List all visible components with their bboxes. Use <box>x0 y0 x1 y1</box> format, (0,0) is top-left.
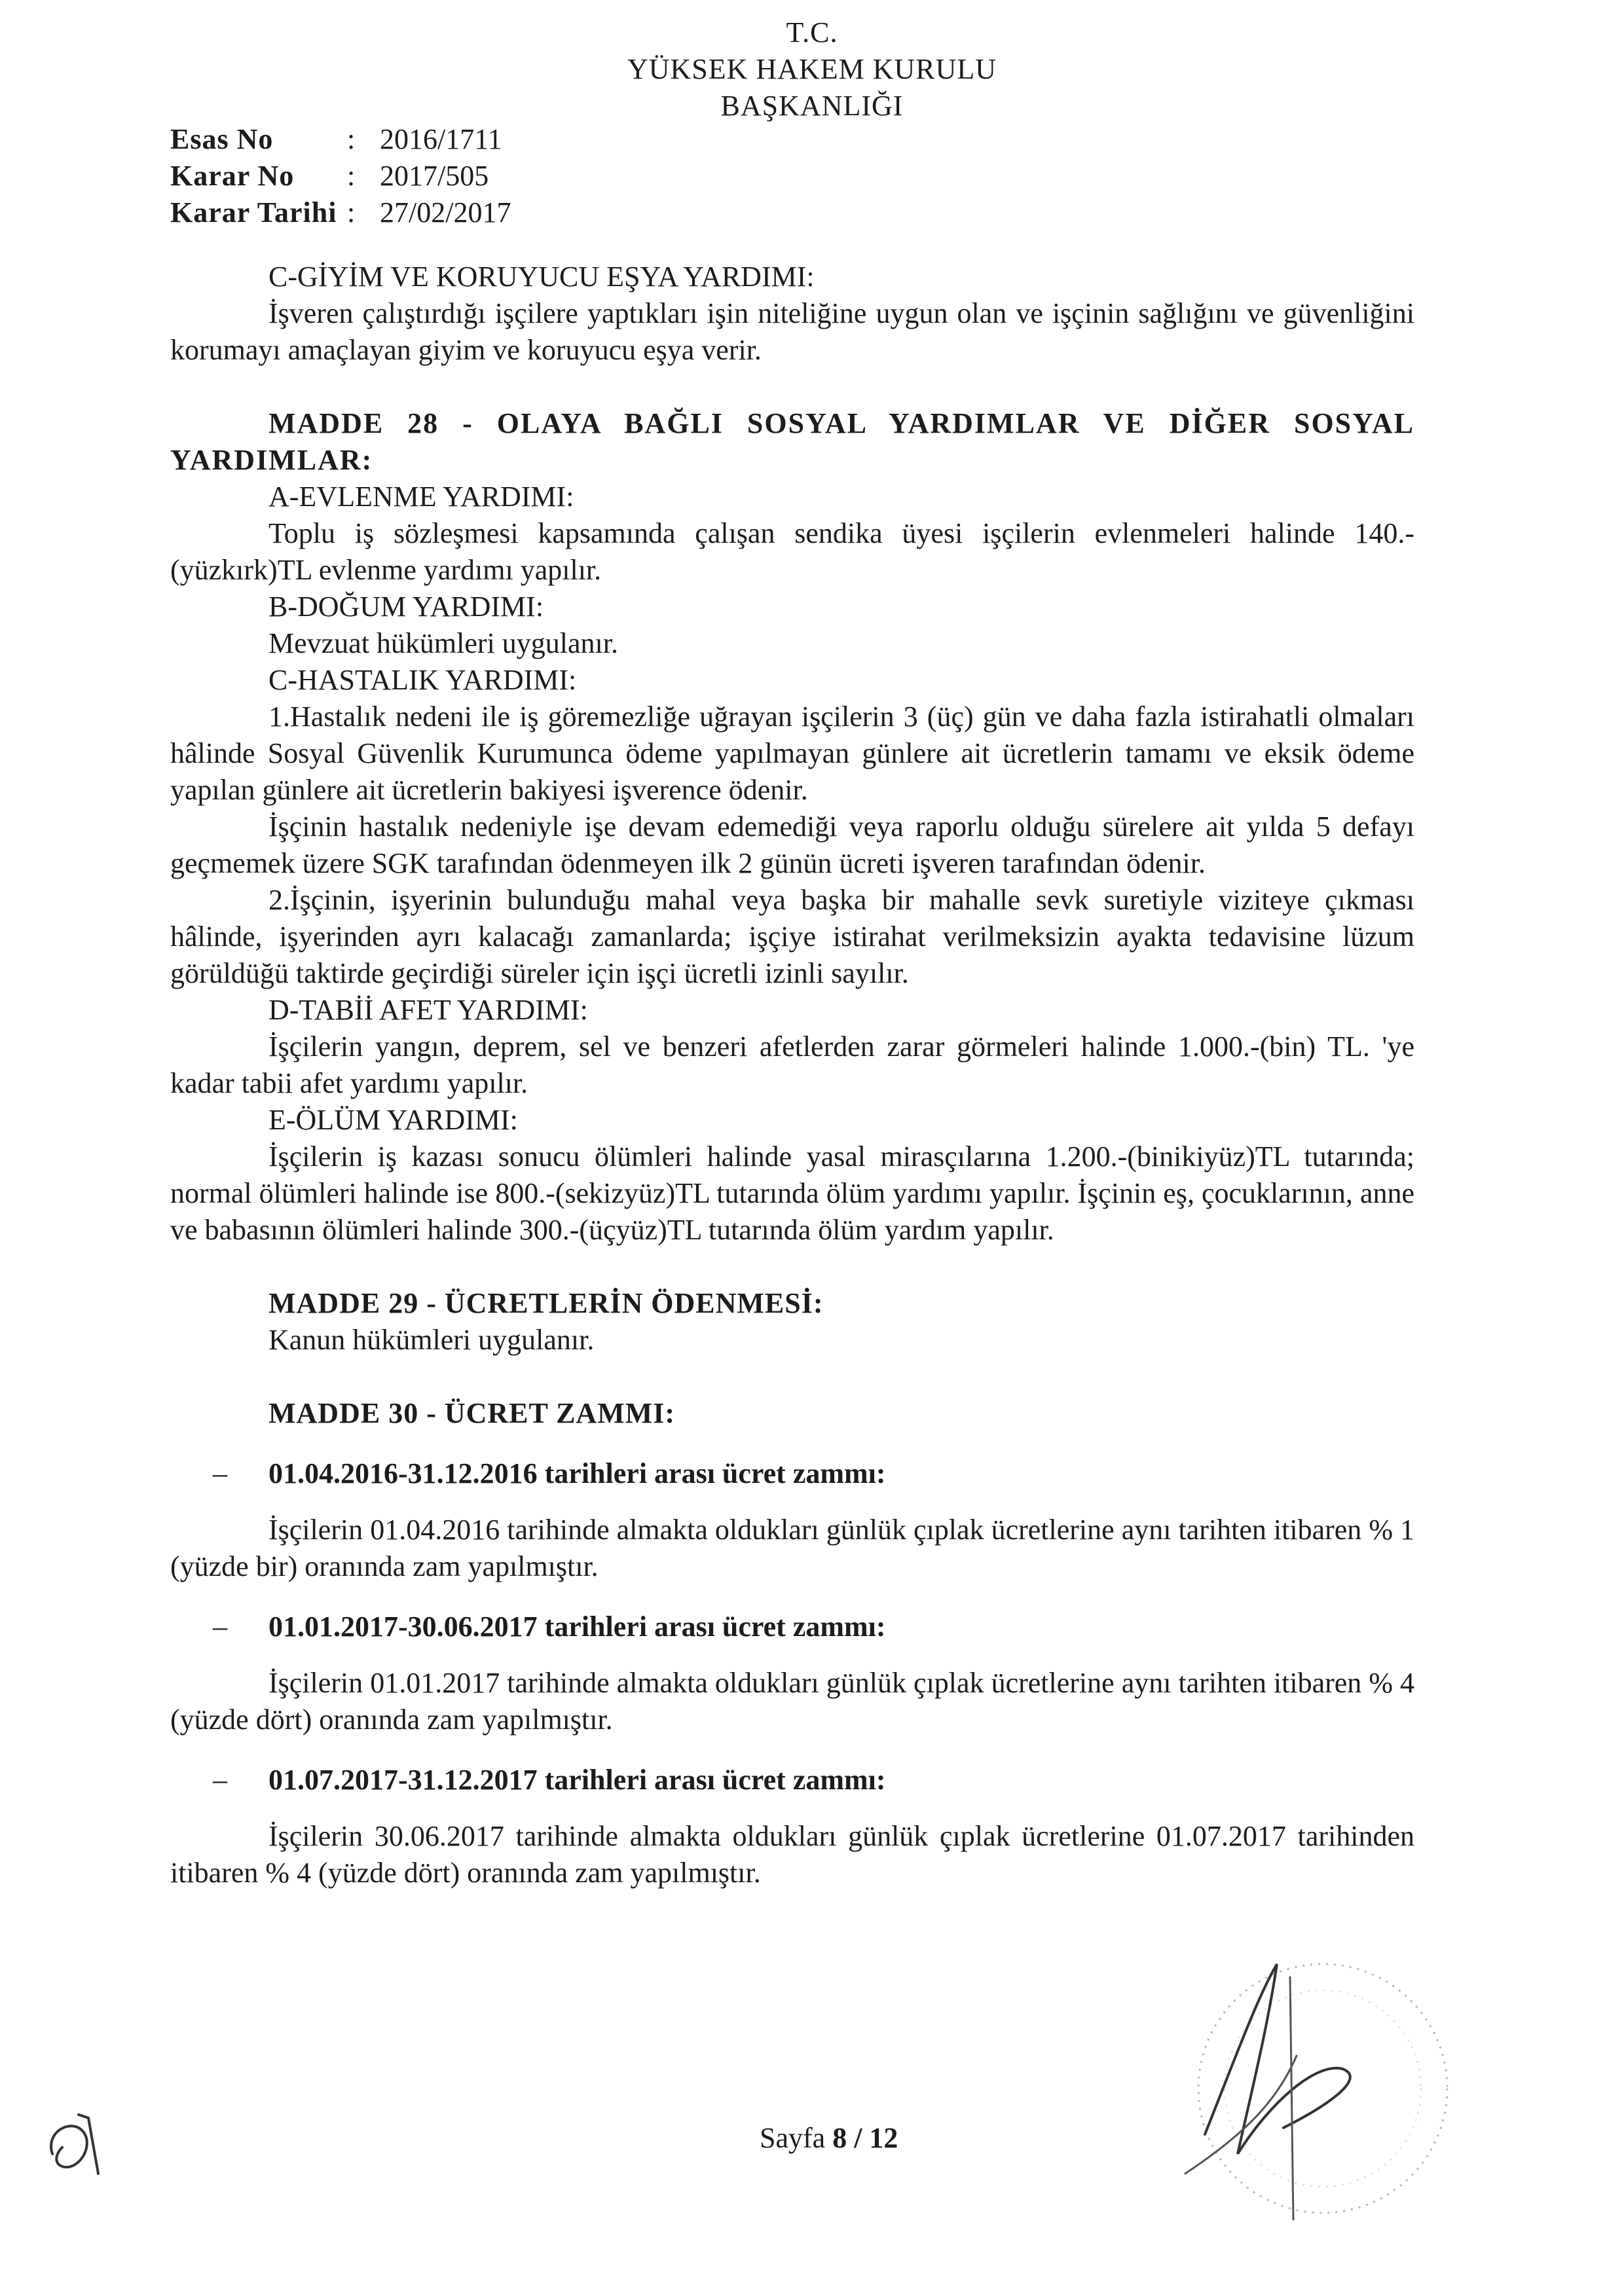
karar-value: 2017/505 <box>380 160 489 192</box>
esas-colon: : <box>347 123 356 155</box>
evlenme-text: Toplu iş sözleşmesi kapsamında çalışan sendika üyesi işçilerin evlenmeleri halinde 140.-(yüzkırk)TL evlenme yardımı yapılır. <box>170 517 1414 586</box>
zam-2-title: 01.01.2017-30.06.2017 tarihleri arası ücret zammı: <box>268 1611 886 1643</box>
olum-title: E-ÖLÜM YARDIMI: <box>268 1104 518 1136</box>
header-department: BAŞKANLIĞI <box>720 90 904 122</box>
tarih-row <box>170 194 511 231</box>
hastalik-paragraph-2: İşçinin hastalık nedeniyle işe devam edemediği veya raporlu olduğu sürelere ait yılda 5 defayı geçmemek üzere SGK tarafından ödenmeyen ilk 2 günün ücreti işveren tarafından ödenir. <box>170 811 1414 879</box>
signature-stroke <box>1205 1964 1350 2154</box>
signature-stamp <box>1126 1938 1493 2278</box>
zam-3-title: 01.07.2017-31.12.2017 tarihleri arası ücret zammı: <box>268 1764 886 1796</box>
esas-row <box>170 121 511 158</box>
madde30-title: MADDE 30 - ÜCRET ZAMMI: <box>268 1397 676 1429</box>
tarih-label: Karar Tarihi <box>170 196 337 228</box>
page-current: 8 <box>832 2122 847 2154</box>
document-body <box>170 259 1414 1891</box>
header-tc: T.C. <box>786 16 838 48</box>
afet-title: D-TABİİ AFET YARDIMI: <box>268 994 588 1026</box>
giyim-title: C-GİYİM VE KORUYUCU EŞYA YARDIMI: <box>268 261 815 293</box>
olum-text: İşçilerin iş kazası sonucu ölümleri halinde yasal mirasçılarına 1.200.-(binikiyüz)TL tutarında; normal ölümleri halinde ise 800.-(sekizyüz)TL tutarında ölüm yardımı yapılır. İşçinin eş, çocuklarının, anne ve babasının ölümleri halinde 300.-(üçyüz)TL tutarında ölüm yardım yapılır. <box>170 1140 1414 1246</box>
esas-label: Esas No <box>170 123 274 155</box>
tarih-value: 27/02/2017 <box>380 196 511 228</box>
zam-1-title: 01.04.2016-31.12.2016 tarihleri arası ücret zammı: <box>268 1457 886 1489</box>
zam-1-text: İşçilerin 01.04.2016 tarihinde almakta oldukları günlük çıplak ücretlerine aynı tarihten itibaren % 1 (yüzde bir) oranında zam yapılmıştır. <box>170 1514 1414 1582</box>
header-institution: YÜKSEK HAKEM KURULU <box>627 53 997 85</box>
stamp-inner-circle <box>1225 1990 1421 2187</box>
karar-colon: : <box>347 160 356 192</box>
madde29-title: MADDE 29 - ÜCRETLERİN ÖDENMESİ: <box>268 1287 824 1319</box>
hastalik-title: C-HASTALIK YARDIMI: <box>268 664 577 696</box>
document-header <box>563 14 1061 124</box>
madde29-text: Kanun hükümleri uygulanır. <box>268 1324 595 1356</box>
dogum-title: B-DOĞUM YARDIMI: <box>268 591 544 623</box>
page-total: 12 <box>869 2122 898 2154</box>
esas-value: 2016/1711 <box>380 123 502 155</box>
zam-3-text: İşçilerin 30.06.2017 tarihinde almakta oldukları günlük çıplak ücretlerine 01.07.2017 tarihinden itibaren % 4 (yüzde dört) oranında zam yapılmıştır. <box>170 1820 1414 1889</box>
dogum-text: Mevzuat hükümleri uygulanır. <box>268 627 618 659</box>
afet-text: İşçilerin yangın, deprem, sel ve benzeri afetlerden zarar görmeleri halinde 1.000.-(bin) TL. 'ye kadar tabii afet yardımı yapılır. <box>170 1030 1414 1099</box>
hastalik-paragraph-3: 2.İşçinin, işyerinin bulunduğu mahal veya başka bir mahalle sevk suretiyle viziteye çıkması hâlinde, işyerinden ayrı kalacağı zamanlarda; işçiye istirahat verilmeksizin ayakta tedavisine lüzum görüldüğü taktirde geçirdiği süreler için işçi ücretli izinli sayılır. <box>170 884 1414 989</box>
case-metadata <box>170 121 511 231</box>
zam-3-dash: – <box>213 1764 227 1796</box>
initial-stroke <box>51 2115 98 2174</box>
tarih-colon: : <box>347 196 356 228</box>
page-prefix: Sayfa <box>760 2122 826 2154</box>
evlenme-title: A-EVLENME YARDIMI: <box>268 481 574 513</box>
giyim-text: İşveren çalıştırdığı işçilere yaptıkları işin niteliğine uygun olan ve işçinin sağlığını ve güvenliğini korumayı amaçlayan giyim ve koruyucu eşya verir. <box>170 297 1414 366</box>
zam-2-text: İşçilerin 01.01.2017 tarihinde almakta oldukları günlük çıplak ücretlerine aynı tarihten itibaren % 4 (yüzde dört) oranında zam yapılmıştır. <box>170 1667 1414 1736</box>
hastalik-paragraph-1: 1.Hastalık nedeni ile iş göremezliğe uğrayan işçilerin 3 (üç) gün ve daha fazla istirahatli olmaları hâlinde Sosyal Güvenlik Kurumunca ödeme yapılmayan günlere ait ücretlerin tamamı ve eksik ödeme yapılan günlere ait ücretlerin bakiyesi işverence ödenir. <box>170 701 1414 806</box>
zam-1-dash: – <box>213 1457 227 1489</box>
karar-label: Karar No <box>170 160 295 192</box>
initial-mark <box>33 2095 124 2187</box>
karar-row <box>170 158 511 194</box>
page-separator: / <box>854 2122 862 2154</box>
stamp-circle <box>1198 1964 1447 2213</box>
zam-3-heading <box>170 1762 1414 1798</box>
zam-2-dash: – <box>213 1611 227 1643</box>
madde28-title: MADDE 28 - OLAYA BAĞLI SOSYAL YARDIMLAR VE DİĞER SOSYAL YARDIMLAR: <box>170 407 1414 476</box>
page-number <box>760 2121 898 2155</box>
zam-2-heading <box>170 1609 1414 1645</box>
zam-1-heading <box>170 1455 1414 1492</box>
